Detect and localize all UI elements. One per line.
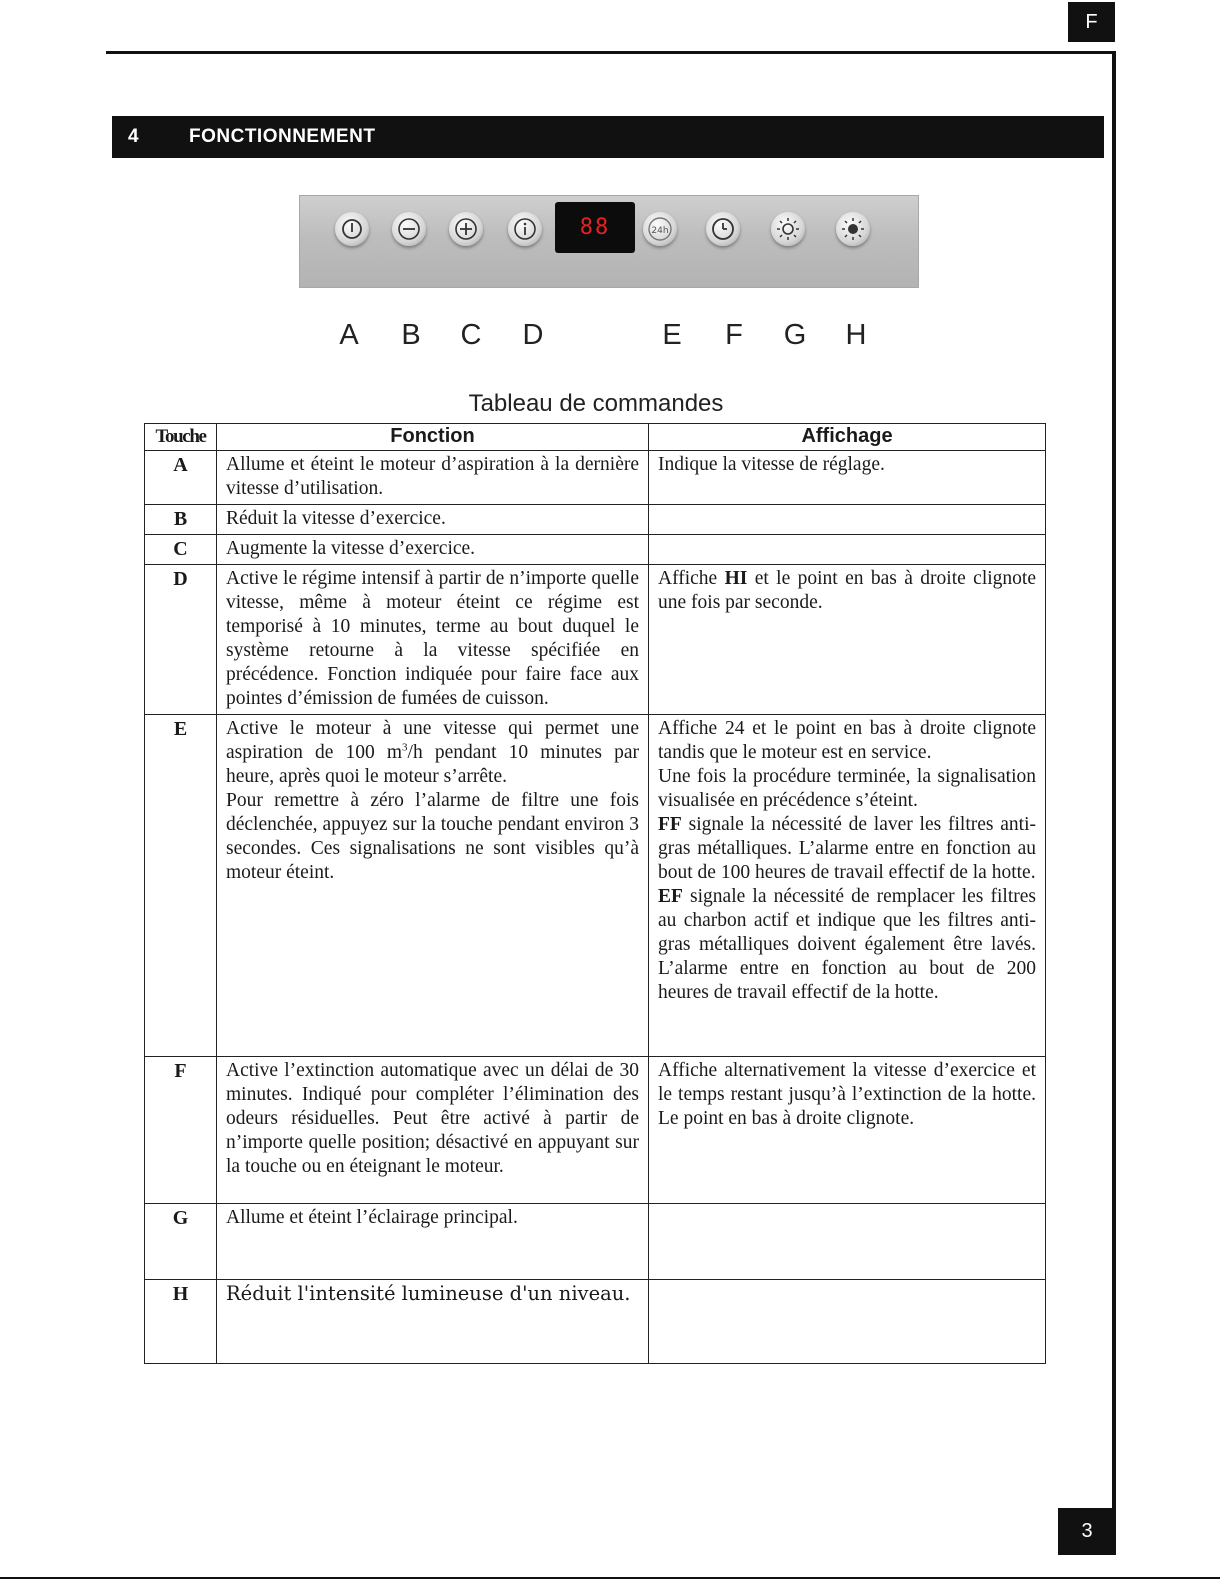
button-label-f: F	[725, 319, 743, 351]
button-label-b: B	[401, 319, 421, 351]
fonction-paragraph: Pour remettre à zéro l’alarme de filtre une fois déclenchée, appuyez sur la touche pendant environ 3 secondes. Ces signalisations ne sont visibles qu’à moteur éteint.	[226, 790, 639, 883]
table-row	[145, 715, 1046, 1057]
row-affichage: Indique la vitesse de réglage.	[649, 451, 1046, 505]
button-label-e: E	[662, 319, 682, 351]
row-affichage	[649, 1280, 1046, 1364]
affichage-paragraph	[658, 813, 1036, 885]
button-label-c: C	[460, 319, 482, 351]
power-button-icon	[335, 212, 369, 246]
right-rule	[1112, 51, 1116, 1510]
button-label-a: A	[339, 319, 359, 351]
header-affichage: Affichage	[649, 424, 1046, 451]
table-row	[145, 505, 1046, 535]
section-heading	[112, 116, 1104, 158]
fonction-paragraph	[226, 717, 639, 789]
row-fonction: Active l’extinction automatique avec un délai de 30 minutes. Indiqué pour compléter l’élimination des odeurs résiduelles. Peut être activé à partir de n’importe quelle position; désactivé en appuyant sur la touche ou en éteignant le moteur.	[217, 1057, 649, 1204]
control-panel-photo	[299, 195, 919, 288]
row-fonction: Augmente la vitesse d’exercice.	[217, 535, 649, 565]
table-header-row	[145, 424, 1046, 451]
bottom-rule	[0, 1577, 1220, 1579]
timer-24h-button-icon	[643, 212, 677, 246]
affichage-suffix: et le point en bas à droite clignote une fois par seconde.	[658, 568, 1036, 613]
top-rule	[106, 51, 1116, 54]
row-key: G	[145, 1204, 217, 1280]
table-row	[145, 1204, 1046, 1280]
table-title: Tableau de commandes	[468, 390, 724, 417]
display-code-ef: EF	[658, 886, 683, 907]
fonction-text: /h pendant 10 minutes par heure, après quoi le moteur s’arrête.	[226, 742, 640, 787]
language-tab: F	[1068, 2, 1115, 42]
page-number: 3	[1058, 1508, 1116, 1555]
row-key: B	[145, 505, 217, 535]
affichage-prefix: Affiche	[658, 568, 725, 589]
led-display: 88	[555, 202, 635, 253]
affichage-paragraph: Affiche 24 et le point en bas à droite clignote tandis que le moteur est en service.	[658, 718, 1036, 763]
display-code-ff: FF	[658, 814, 682, 835]
affichage-paragraph: Une fois la procédure terminée, la signalisation visualisée en précédence s’éteint.	[658, 766, 1036, 811]
light-button-icon	[771, 212, 805, 246]
row-fonction: Allume et éteint l’éclairage principal.	[217, 1204, 649, 1280]
plus-button-icon	[449, 212, 483, 246]
table-row	[145, 1280, 1046, 1364]
row-affichage	[649, 565, 1046, 715]
affichage-text: signale la nécessité de remplacer les filtres au charbon actif et indique que les filtres anti-gras métalliques doivent également être lavés. L’alarme entre en fonction au bout de 200 heures de travail effectif de la hotte.	[658, 886, 1036, 1003]
row-affichage	[649, 505, 1046, 535]
row-affichage	[649, 535, 1046, 565]
svg-text:24h: 24h	[651, 226, 669, 236]
button-label-d: D	[522, 319, 544, 351]
table-row	[145, 1057, 1046, 1204]
button-label-g: G	[783, 319, 807, 351]
row-fonction	[217, 715, 649, 1057]
row-fonction: Allume et éteint le moteur d’aspiration à la dernière vitesse d’utilisation.	[217, 451, 649, 505]
row-affichage: Affiche alternativement la vitesse d’exercice et le temps restant jusqu’à l’extinction de la hotte. Le point en bas à droite clignote.	[649, 1057, 1046, 1204]
dim-light-button-icon	[836, 212, 870, 246]
section-title: FONCTIONNEMENT	[189, 126, 376, 147]
affichage-text: signale la nécessité de laver les filtres anti-gras métalliques. L’alarme entre en fonction au bout de 100 heures de travail effectif de la hotte.	[658, 814, 1036, 883]
superscript: 3	[402, 741, 408, 754]
table-row	[145, 535, 1046, 565]
section-number: 4	[128, 126, 140, 147]
minus-button-icon	[392, 212, 426, 246]
row-fonction: Active le régime intensif à partir de n’importe quelle vitesse, même à moteur éteint ce régime est temporisé à 10 minutes, terme au bout duquel le système retourne à la vitesse spécifiée en précédence. Fonction indiquée pour faire face aux pointes d’émission de fumées de cuisson.	[217, 565, 649, 715]
display-code-hi: HI	[724, 568, 748, 589]
row-fonction: Réduit l'intensité lumineuse d'un niveau.	[217, 1280, 649, 1364]
table-row	[145, 451, 1046, 505]
row-affichage	[649, 1204, 1046, 1280]
row-key: A	[145, 451, 217, 505]
header-fonction: Fonction	[217, 424, 649, 451]
row-fonction: Réduit la vitesse d’exercice.	[217, 505, 649, 535]
row-key: C	[145, 535, 217, 565]
auto-off-timer-button-icon	[706, 212, 740, 246]
button-label-h: H	[845, 319, 867, 351]
commands-table	[144, 423, 1046, 1364]
table-row	[145, 565, 1046, 715]
row-affichage	[649, 715, 1046, 1057]
header-touche: Touche	[145, 424, 217, 451]
fonction-text: Active le moteur à une vitesse qui permet une aspiration de 100 m	[226, 718, 639, 763]
row-key: H	[145, 1280, 217, 1364]
affichage-paragraph	[658, 885, 1036, 1005]
row-key: F	[145, 1057, 217, 1204]
row-key: E	[145, 715, 217, 1057]
row-key: D	[145, 565, 217, 715]
info-button-icon	[508, 212, 542, 246]
